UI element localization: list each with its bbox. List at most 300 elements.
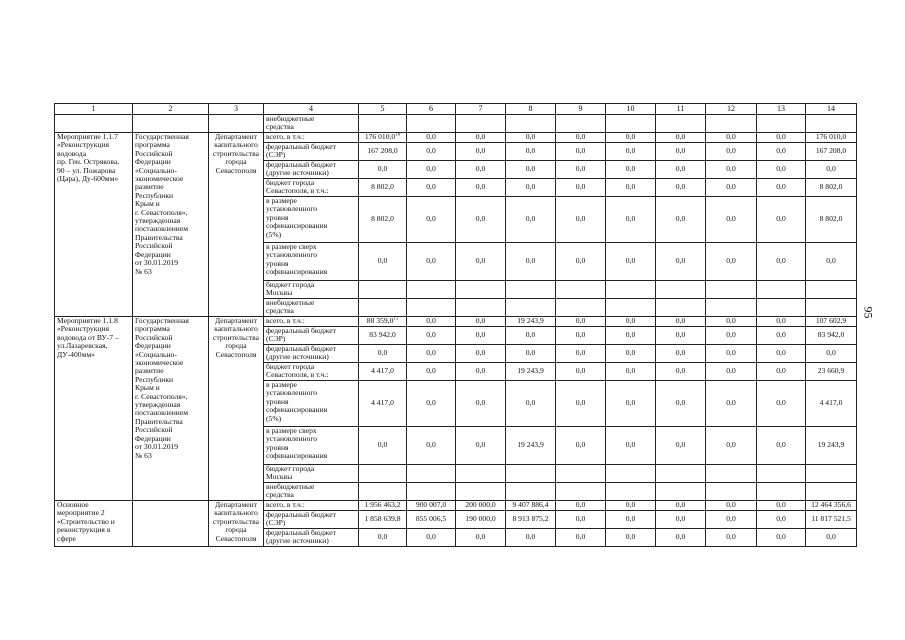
value-text: 0,0	[475, 256, 486, 266]
value-cell	[456, 381, 506, 427]
value-cell	[407, 327, 456, 345]
value-cell	[706, 299, 757, 317]
value-cell	[556, 243, 606, 281]
funding-source: всего, в т.ч.:	[264, 133, 359, 143]
value-cell	[407, 363, 456, 381]
value-cell	[506, 179, 556, 197]
value-text: 19 243,9	[517, 440, 544, 450]
value-cell	[706, 465, 757, 483]
value-cell	[556, 381, 606, 427]
value-cell	[556, 143, 606, 161]
value-cell	[506, 133, 556, 143]
value-text: 0,0	[575, 146, 586, 156]
value-cell	[757, 133, 806, 143]
value-cell	[606, 133, 656, 143]
value-text: 0,0	[625, 366, 636, 376]
value-text: 0,0	[675, 532, 686, 542]
value-cell	[757, 345, 806, 363]
value-text: 0,0	[776, 366, 786, 376]
value-cell	[806, 529, 857, 547]
measure-name: Мероприятие 1.1.7 «Реконструкция водовода пр. Ген. Острякова, 90 – ул. Пожарова (Цара), Ду-600мм»	[55, 133, 133, 317]
value-cell	[806, 317, 857, 327]
value-text: 0,0	[575, 514, 586, 524]
value-cell	[556, 197, 606, 243]
value-text: 0,0	[475, 398, 486, 408]
value-cell	[606, 345, 656, 363]
column-number: 9	[556, 104, 606, 115]
value-cell	[407, 143, 456, 161]
value-cell	[706, 483, 757, 501]
value-cell	[407, 529, 456, 547]
value-cell	[706, 501, 757, 511]
value-text: 19 243,9	[517, 366, 544, 376]
value-cell	[656, 197, 706, 243]
value-cell	[706, 529, 757, 547]
value-cell	[706, 381, 757, 427]
value-cell	[656, 281, 706, 299]
value-text: 0,0	[575, 214, 586, 224]
value-text: 0,0	[475, 366, 486, 376]
value-text: 0,0	[525, 146, 536, 156]
value-cell	[506, 317, 556, 327]
value-cell	[556, 133, 606, 143]
value-text: 0,0	[475, 214, 486, 224]
value-cell	[706, 345, 757, 363]
value-cell	[556, 363, 606, 381]
value-cell	[656, 483, 706, 501]
value-text: 0,0	[826, 532, 836, 542]
value-cell	[656, 115, 706, 133]
value-cell	[456, 161, 506, 179]
header-row	[55, 104, 857, 115]
value-text: 8 802,0	[371, 182, 394, 192]
value-cell	[757, 529, 806, 547]
funding-source: в размере сверх установленного уровня софинансирования	[264, 243, 359, 281]
value-text: 167 208,0	[367, 146, 398, 156]
value-cell	[706, 327, 757, 345]
value-text: 0,0	[426, 532, 436, 542]
value-text: 0,0	[776, 146, 786, 156]
value-text: 1 956 463,2	[364, 500, 401, 510]
value-text: 0,0	[675, 500, 686, 510]
value-text: 855 006,5	[415, 514, 447, 524]
value-text: 12 464 356,6	[811, 500, 851, 510]
value-text: 0,0	[377, 532, 388, 542]
value-cell	[757, 143, 806, 161]
value-cell	[359, 197, 407, 243]
value-text: 0,0	[575, 348, 586, 358]
value-text: 0,0	[776, 440, 786, 450]
value-text: 0,0	[625, 440, 636, 450]
value-cell	[407, 243, 456, 281]
value-cell	[456, 115, 506, 133]
value-cell	[757, 115, 806, 133]
value-cell	[656, 143, 706, 161]
value-text: 0,0	[525, 164, 536, 174]
value-text: 11 817 521,5	[811, 514, 851, 524]
value-cell	[606, 115, 656, 133]
column-number: 4	[264, 104, 359, 115]
value-cell	[359, 243, 407, 281]
value-cell	[359, 327, 407, 345]
funding-source: внебюджетные средства	[264, 299, 359, 317]
value-cell	[556, 299, 606, 317]
value-text: 0,0	[475, 348, 486, 358]
funding-source: в размере установленного уровня софинансирования (5%)	[264, 381, 359, 427]
value-cell	[456, 281, 506, 299]
value-text: 0,0	[525, 256, 536, 266]
value-cell	[656, 327, 706, 345]
value-cell	[606, 299, 656, 317]
funding-source: федеральный бюджет (другие источники)	[264, 345, 359, 363]
value-text: 0,0	[726, 256, 736, 266]
value-cell	[806, 161, 857, 179]
executor-name: Департамент капитального строительства города Севастополя	[209, 501, 264, 547]
funding-source: всего, в т.ч.:	[264, 317, 359, 327]
value-text: 0,0	[726, 500, 736, 510]
value-cell	[456, 363, 506, 381]
value-text: 0,0	[726, 146, 736, 156]
value-cell	[656, 161, 706, 179]
value-text: 8 802,0	[819, 182, 843, 192]
value-cell	[407, 427, 456, 465]
value-cell	[456, 197, 506, 243]
value-cell	[506, 529, 556, 547]
value-text: 0,0	[776, 316, 786, 326]
value-text: 0,0	[826, 164, 836, 174]
value-cell	[706, 317, 757, 327]
value-text: 0,0	[475, 182, 486, 192]
value-text: 0,0	[726, 366, 736, 376]
value-text: 0,0	[625, 182, 636, 192]
value-cell	[656, 133, 706, 143]
value-text: 0,0	[525, 348, 536, 358]
value-cell	[407, 115, 456, 133]
value-cell	[506, 427, 556, 465]
value-cell	[456, 511, 506, 529]
value-cell	[706, 161, 757, 179]
value-text: 0,0	[776, 514, 786, 524]
column-number: 11	[656, 104, 706, 115]
value-cell	[506, 243, 556, 281]
funding-source: бюджет города Москвы	[264, 465, 359, 483]
funding-source: в размере сверх установленного уровня софинансирования	[264, 427, 359, 465]
value-cell	[506, 161, 556, 179]
value-cell	[506, 281, 556, 299]
value-text: 0,0	[776, 132, 786, 142]
value-cell	[606, 317, 656, 327]
measure-name: Мероприятие 1.1.8 «Реконструкция водовода от ВУ-7 – ул.Лазаревская, ДУ-400мм»	[55, 317, 133, 501]
value-text: 0,0	[625, 316, 636, 326]
value-text: 0,0	[776, 256, 786, 266]
value-text: 0,0	[475, 532, 486, 542]
value-cell	[506, 299, 556, 317]
value-text: 8 913 875,2	[512, 514, 549, 524]
value-cell	[656, 501, 706, 511]
value-text: 0,0	[625, 532, 636, 542]
value-text: 0,0	[776, 348, 786, 358]
value-cell	[806, 501, 857, 511]
value-cell	[806, 465, 857, 483]
value-text: 0,0	[625, 500, 636, 510]
column-number: 8	[506, 104, 556, 115]
value-text: 0,0	[776, 500, 786, 510]
value-text: 0,0	[625, 164, 636, 174]
value-text: 0,0	[426, 316, 436, 326]
value-cell	[656, 381, 706, 427]
value-text: 0,0	[726, 182, 736, 192]
value-cell	[757, 511, 806, 529]
value-cell	[706, 179, 757, 197]
column-number: 10	[606, 104, 656, 115]
value-cell	[407, 299, 456, 317]
value-cell	[359, 317, 407, 327]
value-text: 0,0	[776, 330, 786, 340]
value-cell	[556, 327, 606, 345]
value-text: 0,0	[426, 398, 436, 408]
value-cell	[757, 427, 806, 465]
value-text: 0,0	[377, 256, 388, 266]
value-cell	[359, 363, 407, 381]
value-cell	[806, 511, 857, 529]
value-text: 0,0	[675, 514, 686, 524]
value-text: 0,0	[575, 316, 586, 326]
value-cell	[506, 197, 556, 243]
column-number: 12	[706, 104, 757, 115]
value-cell	[606, 381, 656, 427]
value-cell	[556, 345, 606, 363]
value-text: 0,0	[675, 316, 686, 326]
value-cell	[656, 465, 706, 483]
value-cell	[706, 133, 757, 143]
value-cell	[407, 501, 456, 511]
value-cell	[556, 281, 606, 299]
value-cell	[606, 243, 656, 281]
value-text: 4 417,0	[371, 398, 394, 408]
funding-source: в размере установленного уровня софинансирования (5%)	[264, 197, 359, 243]
value-text: 0,0	[426, 164, 436, 174]
value-text: 0,0	[426, 214, 436, 224]
value-text: 0,0	[776, 164, 786, 174]
value-text: 0,0	[625, 214, 636, 224]
value-text: 0,0	[726, 164, 736, 174]
value-text: 0,0	[426, 146, 436, 156]
value-text: 0,0	[525, 398, 536, 408]
value-cell	[757, 501, 806, 511]
value-text: 4 417,0	[819, 398, 843, 408]
value-cell	[757, 327, 806, 345]
value-text: 0,0	[675, 164, 686, 174]
value-text: 0,0	[575, 398, 586, 408]
value-text: 0,0	[426, 132, 436, 142]
value-text: 0,0	[776, 182, 786, 192]
value-cell	[606, 483, 656, 501]
value-text: 8 802,0	[371, 214, 394, 224]
value-text: 0,0	[726, 514, 736, 524]
value-cell	[706, 281, 757, 299]
value-text: 900 007,0	[415, 500, 447, 510]
value-cell	[706, 363, 757, 381]
value-cell	[506, 501, 556, 511]
value-cell	[456, 465, 506, 483]
value-cell	[606, 143, 656, 161]
value-cell	[656, 529, 706, 547]
funding-source: федеральный бюджет (СЭР)	[264, 327, 359, 345]
value-cell	[806, 115, 857, 133]
value-text: 0,0	[675, 214, 686, 224]
value-cell	[359, 143, 407, 161]
program-name: Государственная программа Российской Федерации «Социально- экономическое развитие Республики Крым и г. Севастополя», утвержденная постановлением Правительства Российской Федерации от 30.01.2019 № 63	[133, 133, 209, 317]
value-cell	[359, 299, 407, 317]
value-cell	[506, 115, 556, 133]
value-cell	[606, 465, 656, 483]
value-text: 0,0	[475, 330, 486, 340]
empty-cell	[55, 115, 133, 133]
funding-source: бюджет города Москвы	[264, 281, 359, 299]
funding-source: бюджет города Севастополя, в т.ч.:	[264, 363, 359, 381]
value-cell	[556, 511, 606, 529]
executor-name: Департамент капитального строительства города Севастополя	[209, 317, 264, 501]
value-cell	[556, 483, 606, 501]
value-cell	[456, 427, 506, 465]
value-text: 167 208,0	[815, 146, 847, 156]
value-text: 0,0	[826, 256, 836, 266]
value-text: 0,0	[776, 398, 786, 408]
value-cell	[506, 363, 556, 381]
value-text: 0,0	[426, 440, 436, 450]
value-text: 0,0	[426, 366, 436, 376]
value-text: 0,0	[675, 182, 686, 192]
column-number: 3	[209, 104, 264, 115]
funding-source: внебюджетные средства	[264, 483, 359, 501]
value-text: 0,0	[575, 132, 586, 142]
value-cell	[359, 529, 407, 547]
value-cell	[757, 161, 806, 179]
value-cell	[606, 427, 656, 465]
value-text: 0,0	[575, 440, 586, 450]
value-cell	[456, 133, 506, 143]
funding-source: федеральный бюджет (СЭР)	[264, 511, 359, 529]
value-cell	[506, 327, 556, 345]
value-text: 0,0	[726, 532, 736, 542]
value-text: 83 942,0	[817, 330, 845, 340]
value-text: 0,0	[475, 164, 486, 174]
value-cell	[359, 427, 407, 465]
value-text: 0,0	[377, 164, 388, 174]
value-cell	[359, 483, 407, 501]
value-cell	[407, 197, 456, 243]
value-text: 0,0	[675, 348, 686, 358]
value-cell	[407, 161, 456, 179]
value-text: 0,0	[625, 330, 636, 340]
value-cell	[359, 281, 407, 299]
value-cell	[806, 327, 857, 345]
value-text: 0,0	[625, 398, 636, 408]
program-name: Государственная программа Российской Федерации «Социально- экономическое развитие Республики Крым и г. Севастополя», утвержденная постановлением Правительства Российской Федерации от 30.01.2019 № 63	[133, 317, 209, 501]
value-text: 0,0	[675, 366, 686, 376]
value-cell	[757, 179, 806, 197]
column-number: 1	[55, 104, 133, 115]
value-cell	[456, 179, 506, 197]
value-cell	[806, 197, 857, 243]
value-cell	[706, 197, 757, 243]
value-cell	[806, 427, 857, 465]
value-text: 0,0	[525, 532, 536, 542]
value-text: 0,0	[377, 348, 388, 358]
column-number: 13	[757, 104, 806, 115]
table-row	[55, 115, 857, 133]
value-text: 0,0	[426, 182, 436, 192]
value-text: 0,0	[377, 440, 388, 450]
value-cell	[806, 143, 857, 161]
funding-source: бюджет города Севастополя, в т.ч.:	[264, 179, 359, 197]
value-cell	[456, 483, 506, 501]
value-text: 83 942,0	[369, 330, 396, 340]
value-cell	[556, 179, 606, 197]
value-text: 0,0	[625, 132, 636, 142]
column-number: 6	[407, 104, 456, 115]
value-cell	[806, 483, 857, 501]
value-text: 0,0	[575, 532, 586, 542]
value-cell	[456, 501, 506, 511]
value-cell	[757, 381, 806, 427]
value-text: 0,0	[475, 132, 486, 142]
value-text: 0,0	[475, 146, 486, 156]
value-cell	[456, 243, 506, 281]
program-name	[133, 501, 209, 547]
value-text: 190 000,0	[465, 514, 496, 524]
value-cell	[757, 465, 806, 483]
value-text: 107 602,9	[815, 316, 847, 326]
value-cell	[656, 179, 706, 197]
value-text: 0,0	[726, 348, 736, 358]
value-text: 0,0	[475, 316, 486, 326]
value-cell	[757, 299, 806, 317]
value-cell	[606, 281, 656, 299]
value-cell	[506, 465, 556, 483]
value-text: 0,0	[726, 132, 736, 142]
value-text: 19 243,9	[817, 440, 845, 450]
value-text: 0,0	[726, 330, 736, 340]
value-cell	[359, 161, 407, 179]
funding-source: всего, в т.ч.:	[264, 501, 359, 511]
value-cell	[407, 381, 456, 427]
value-cell	[606, 161, 656, 179]
table-row	[55, 501, 857, 511]
value-cell	[407, 281, 456, 299]
column-number: 14	[806, 104, 857, 115]
value-cell	[359, 115, 407, 133]
value-text: 0,0	[726, 440, 736, 450]
value-text: 0,0	[726, 214, 736, 224]
value-cell	[556, 427, 606, 465]
value-cell	[359, 345, 407, 363]
value-text: 8 802,0	[819, 214, 843, 224]
value-text: 0,0	[575, 164, 586, 174]
value-cell	[806, 179, 857, 197]
value-text: 9 407 886,4	[512, 500, 549, 510]
value-cell	[656, 345, 706, 363]
value-cell	[806, 345, 857, 363]
value-text: 176 010,0	[364, 132, 396, 142]
value-text: 0,0	[426, 256, 436, 266]
value-cell	[506, 381, 556, 427]
value-cell	[656, 427, 706, 465]
value-cell	[556, 465, 606, 483]
value-cell	[407, 345, 456, 363]
value-cell	[606, 501, 656, 511]
value-cell	[556, 501, 606, 511]
